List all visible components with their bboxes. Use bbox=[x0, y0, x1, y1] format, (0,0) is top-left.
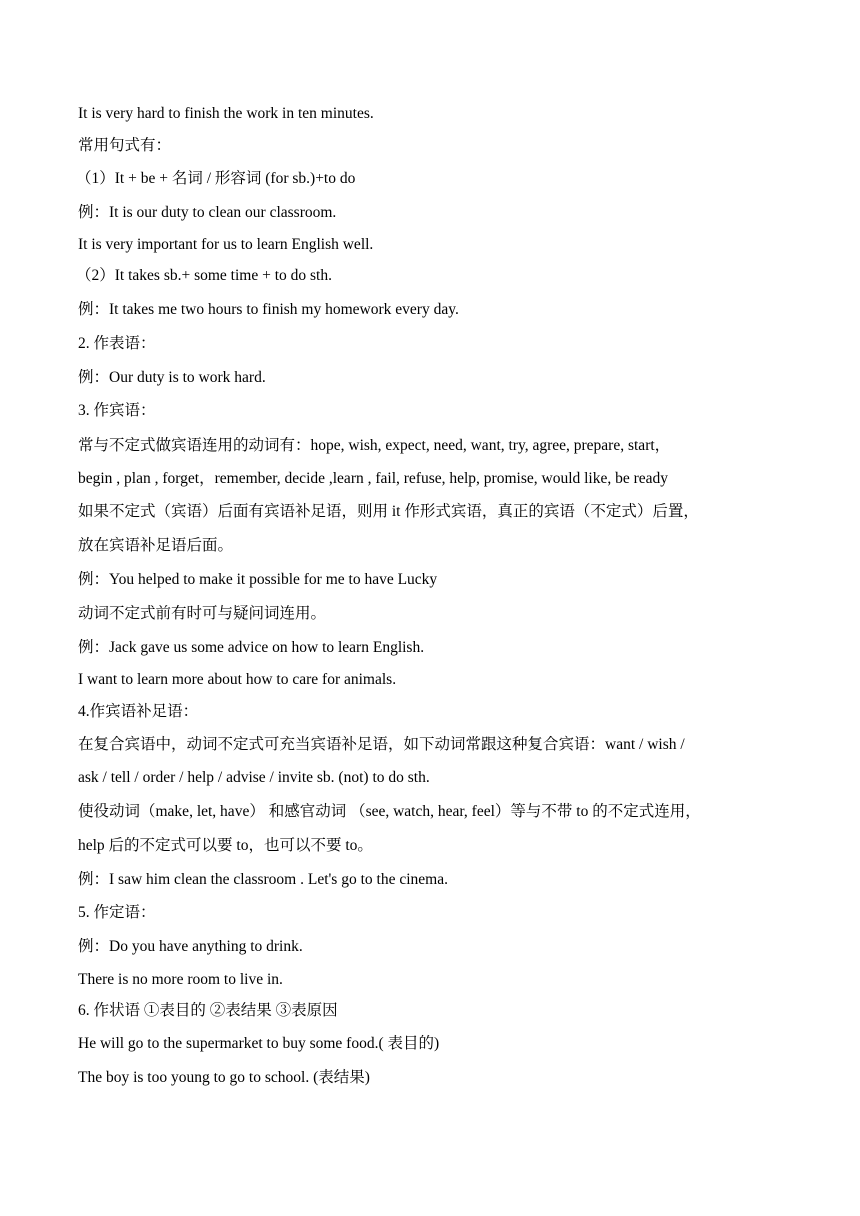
text-line: It is very hard to finish the work in ten minutes. bbox=[78, 105, 374, 122]
text-line: 动词不定式前有时可与疑问词连用。 bbox=[78, 605, 327, 622]
section-heading: 5. 作定语： bbox=[78, 904, 156, 921]
section-heading: 4.作宾语补足语： bbox=[78, 703, 199, 720]
text-line: （1）It + be + 名词 / 形容词 (for sb.)+to do bbox=[76, 170, 356, 187]
text-line: 例：Jack gave us some advice on how to learn English. bbox=[78, 639, 425, 656]
text-line: 在复合宾语中，动词不定式可充当宾语补足语，如下动词常跟这种复合宾语：want / wish / bbox=[78, 736, 685, 753]
text-line: 使役动词（make, let, have） 和感官动词 （see, watch, hear, feel）等与不带 to 的不定式连用， bbox=[78, 803, 701, 820]
text-line: I want to learn more about how to care for animals. bbox=[78, 671, 397, 688]
section-heading: 2. 作表语： bbox=[78, 335, 156, 352]
text-line: 放在宾语补足语后面。 bbox=[78, 537, 234, 554]
text-line: 例：It is our duty to clean our classroom. bbox=[78, 204, 337, 221]
text-line: ask / tell / order / help / advise / invite sb. (not) to do sth. bbox=[78, 769, 430, 786]
text-line: 常与不定式做宾语连用的动词有：hope, wish, expect, need, want, try, agree, prepare, start， bbox=[78, 437, 671, 454]
text-line: 常用句式有： bbox=[78, 137, 172, 154]
text-line: begin , plan , forget，remember, decide ,learn , fail, refuse, help, promise, would like, be ready bbox=[78, 470, 669, 487]
text-line: 例：You helped to make it possible for me to have Lucky bbox=[78, 571, 438, 588]
text-line: He will go to the supermarket to buy some food.( 表目的) bbox=[78, 1035, 440, 1052]
text-line: 例：I saw him clean the classroom . Let's go to the cinema. bbox=[78, 871, 448, 888]
text-line: 如果不定式（宾语）后面有宾语补足语，则用 it 作形式宾语，真正的宾语（不定式）后置， bbox=[78, 503, 699, 520]
text-line: help 后的不定式可以要 to，也可以不要 to。 bbox=[78, 837, 373, 854]
text-line: 例：Our duty is to work hard. bbox=[78, 369, 266, 386]
text-line: 例：It takes me two hours to finish my homework every day. bbox=[78, 301, 459, 318]
text-line: 例：Do you have anything to drink. bbox=[78, 938, 303, 955]
text-line: The boy is too young to go to school. (表结果) bbox=[78, 1069, 370, 1086]
section-heading: 6. 作状语 ①表目的 ②表结果 ③表原因 bbox=[78, 1002, 338, 1019]
section-heading: 3. 作宾语： bbox=[78, 402, 156, 419]
text-line: （2）It takes sb.+ some time + to do sth. bbox=[76, 267, 332, 284]
text-line: There is no more room to live in. bbox=[78, 971, 283, 988]
text-line: It is very important for us to learn English well. bbox=[78, 236, 374, 253]
